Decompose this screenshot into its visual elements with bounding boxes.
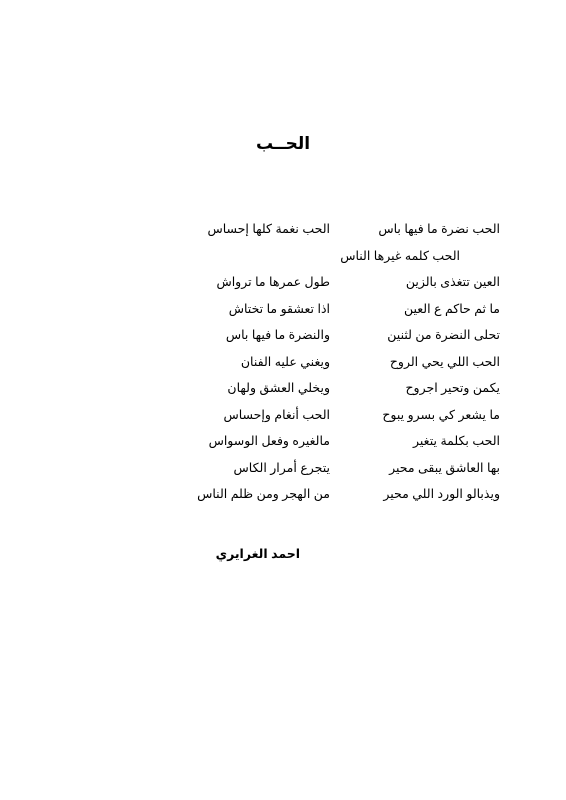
verse-first-half: الحب اللي يحي الروح (389, 354, 500, 369)
verse-row (180, 428, 500, 455)
verse-second-half: الحب نغمة كلها إحساس (207, 222, 330, 236)
verse-second-half: طول عمرها ما ترواش (216, 275, 330, 289)
verse-row (180, 243, 500, 270)
verse-second-half: اذا تعشقو ما تختاش (228, 301, 330, 316)
verse-row (180, 455, 500, 482)
verse-first-half: ما ثم حاكم ع العين (403, 301, 500, 316)
verse-row (180, 269, 500, 296)
verse-second-half: الحب أنغام وإحساس (223, 407, 330, 422)
verse-row (180, 216, 500, 243)
verse-row (180, 322, 500, 349)
author-name: احمد الغرايري (215, 547, 300, 561)
verse-first-half: الحب نضرة ما فيها باس (378, 222, 500, 236)
verse-row (180, 402, 500, 429)
verse-first-half: تحلى النضرة من لثنين (387, 328, 500, 342)
verse-second-half: مالغيره وفعل الوسواس (208, 434, 330, 448)
verse-row (180, 481, 500, 508)
verse-row (180, 349, 500, 376)
verse-second-half: ويغني عليه الفنان (240, 354, 330, 369)
poem-title: الحــب (255, 134, 311, 153)
verse-second-half: والنضرة ما فيها باس (225, 328, 330, 342)
verse-first-half: العين تتغذى بالزين (405, 275, 500, 289)
verse-row (180, 375, 500, 402)
verse-first-half: يكمن وتحير اجروح (405, 381, 500, 395)
verse-first-half: الحب بكلمة يتغير (413, 434, 500, 448)
verse-second-half: ويخلي العشق ولهان (227, 381, 330, 395)
verse-first-half: ويذبالو الورد اللي محير (383, 487, 500, 501)
verse-second-half: من الهجر ومن ظلم الناس (197, 487, 330, 501)
poem-body (180, 216, 500, 508)
verse-row (180, 296, 500, 323)
verse-first-half: ما يشعر كي بسرو يبوح (382, 407, 500, 422)
verse-first-half: بها العاشق يبقى محير (389, 460, 500, 475)
verse-single-line: الحب كلمه غيرها الناس (340, 248, 460, 263)
verse-second-half: يتجرع أمرار الكاس (233, 460, 330, 475)
